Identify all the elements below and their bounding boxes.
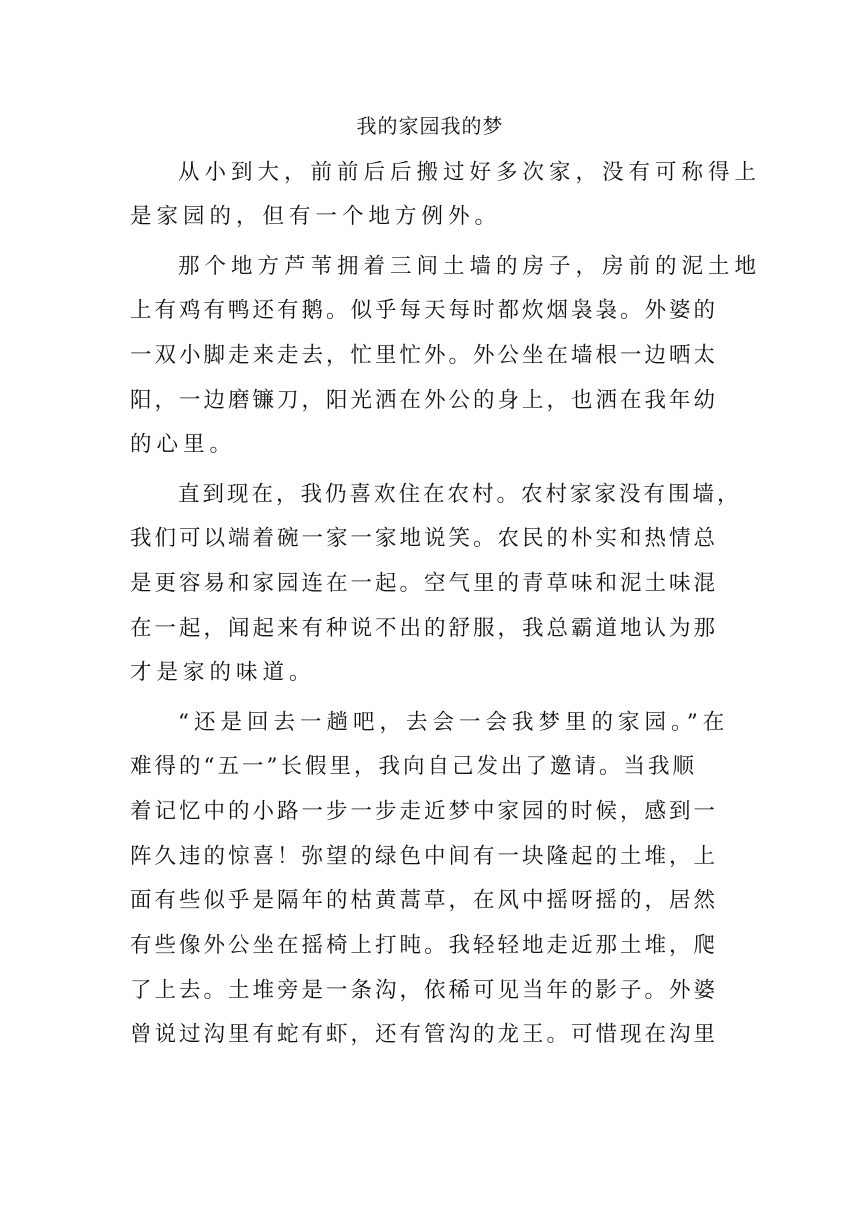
text-line: 从小到大，前前后后搬过好多次家，没有可称得上 — [178, 160, 762, 185]
text-line: 那个地方芦苇拥着三间土墙的房子，房前的泥土地 — [178, 254, 762, 279]
text-line: 曾说过沟里有蛇有虾，还有管沟的龙王。可惜现在沟里 — [130, 1022, 719, 1047]
text-line: 是家园的，但有一个地方例外。 — [130, 204, 502, 229]
text-line: 阵久违的惊喜！弥望的绿色中间有一块隆起的土堆，上 — [130, 844, 719, 869]
text-line: 着记忆中的小路一步一步走近梦中家园的时候，感到一 — [130, 799, 719, 824]
text-line: “还是回去一趟吧，去会一会我梦里的家园。”在 — [178, 710, 730, 735]
document-title: 我的家园我的梦 — [356, 114, 504, 138]
text-line: 难得的“五一”长假里，我向自己发出了邀请。当我顺 — [130, 754, 697, 779]
text-line: 面有些似乎是隔年的枯黄蒿草，在风中摇呀摇的，居然 — [130, 888, 719, 913]
text-line: 我们可以端着碗一家一家地说笑。农民的朴实和热情总 — [130, 526, 719, 551]
text-line: 有些像外公坐在摇椅上打盹。我轻轻地走近那土堆，爬 — [130, 933, 719, 958]
text-line: 阳，一边磨镰刀，阳光洒在外公的身上，也洒在我年幼 — [130, 388, 719, 413]
text-line: 上有鸡有鸭还有鹅。似乎每天每时都炊烟袅袅。外婆的 — [130, 298, 719, 323]
text-line: 才是家的味道。 — [130, 660, 316, 685]
text-line: 的心里。 — [130, 432, 237, 457]
text-line: 了上去。土堆旁是一条沟，依稀可见当年的影子。外婆 — [130, 978, 719, 1003]
text-line: 一双小脚走来走去，忙里忙外。外公坐在墙根一边晒太 — [130, 343, 719, 368]
text-line: 是更容易和家园连在一起。空气里的青草味和泥土味混 — [130, 571, 719, 596]
text-line: 在一起，闻起来有种说不出的舒服，我总霸道地认为那 — [130, 616, 719, 641]
text-line: 直到现在，我仍喜欢住在农村。农村家家没有围墙， — [178, 482, 742, 507]
